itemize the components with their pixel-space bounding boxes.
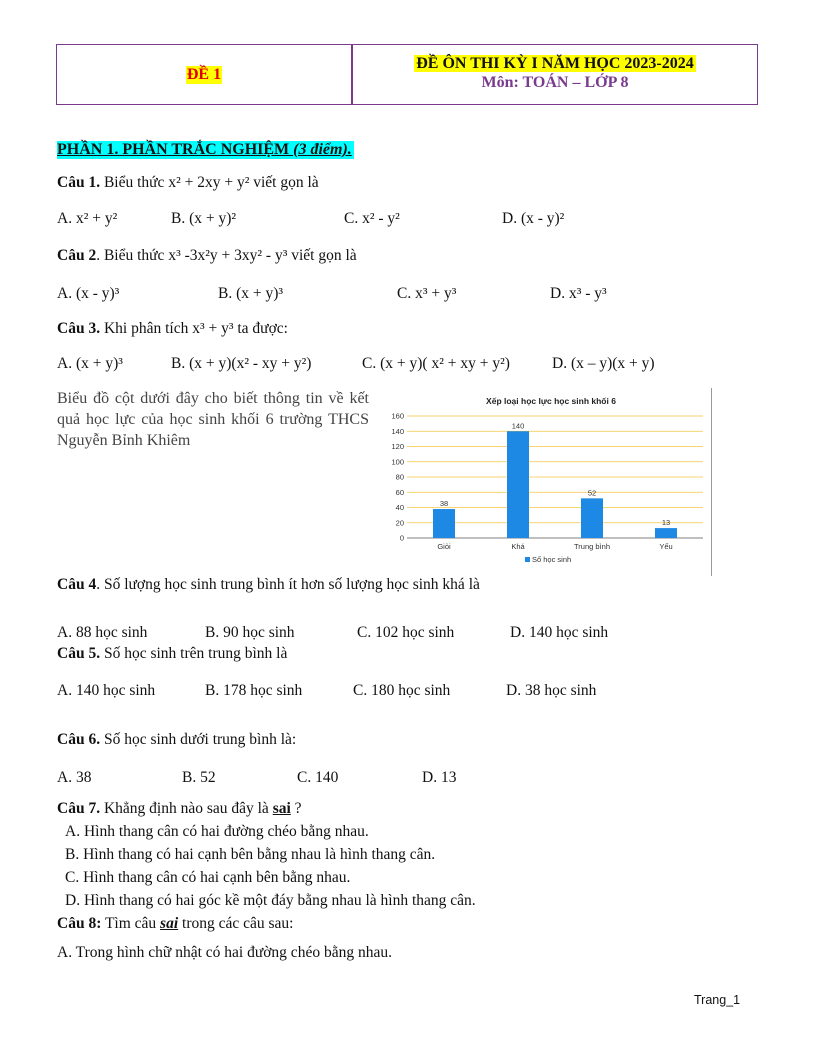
y-tick-label: 20 bbox=[395, 518, 404, 528]
y-tick-label: 80 bbox=[395, 472, 404, 482]
part1-points: (3 điểm). bbox=[293, 141, 352, 158]
q2-option-c: C. x³ + y³ bbox=[397, 285, 457, 302]
question-5-text: Số học sinh trên trung bình là bbox=[100, 645, 288, 662]
q7-option-b: B. Hình thang có hai cạnh bên bằng nhau là hình thang cân. bbox=[65, 846, 436, 863]
q5-option-b: B. 178 học sinh bbox=[205, 682, 303, 699]
x-tick-label: Trung bình bbox=[574, 542, 610, 551]
question-8-keyword: sai bbox=[160, 915, 179, 932]
q2-option-a: A. (x - y)³ bbox=[57, 285, 120, 302]
chart-title: Xếp loại học lực học sinh khối 6 bbox=[486, 396, 616, 406]
question-3-label: Câu 3. bbox=[57, 320, 101, 337]
exam-title: ĐỀ ÔN THI KỲ I NĂM HỌC 2023-2024 bbox=[416, 55, 694, 72]
y-axis-ticks bbox=[391, 412, 404, 543]
bar-Khá bbox=[507, 431, 529, 538]
question-2-text: . Biểu thức x³ -3x²y + 3xy² - y³ viết gọn là bbox=[96, 247, 357, 264]
bar-Trung bình bbox=[581, 498, 603, 538]
y-tick-label: 120 bbox=[391, 442, 404, 451]
q7-option-c: C. Hình thang cân có hai cạnh bên bằng nhau. bbox=[65, 869, 351, 886]
part1-heading bbox=[57, 141, 354, 159]
legend-label: Số học sinh bbox=[532, 555, 572, 564]
question-7-text-end: ? bbox=[290, 800, 302, 817]
x-axis-ticks bbox=[437, 542, 672, 551]
bar-Giỏi bbox=[433, 509, 455, 538]
x-tick-label: Yếu bbox=[659, 542, 673, 551]
question-8-label: Câu 8: bbox=[57, 915, 102, 932]
x-tick-label: Khá bbox=[511, 542, 525, 551]
q1-option-a: A. x² + y² bbox=[57, 210, 118, 227]
y-tick-label: 40 bbox=[395, 503, 404, 512]
q1-option-c: C. x² - y² bbox=[344, 210, 400, 227]
question-6-label: Câu 6. bbox=[57, 731, 101, 748]
exam-code: ĐỀ 1 bbox=[186, 65, 222, 83]
q5-option-a: A. 140 học sinh bbox=[57, 682, 156, 699]
question-8-text: Tìm câu bbox=[101, 915, 161, 932]
question-2 bbox=[57, 247, 357, 265]
bar-chart bbox=[385, 388, 713, 576]
question-7-keyword: sai bbox=[272, 800, 291, 817]
y-tick-label: 140 bbox=[391, 426, 404, 436]
page-number: Trang_1 bbox=[694, 993, 741, 1007]
question-1-text: Biểu thức x² + 2xy + y² viết gọn là bbox=[100, 174, 319, 191]
question-8-text-end: trong các câu sau: bbox=[178, 915, 294, 932]
q7-option-d: D. Hình thang có hai góc kề một đáy bằng nhau là hình thang cân. bbox=[65, 892, 476, 909]
q1-option-b: B. (x + y)² bbox=[171, 210, 237, 227]
q5-option-c: C. 180 học sinh bbox=[353, 682, 451, 699]
question-4-label: Câu 4 bbox=[57, 576, 97, 593]
question-6 bbox=[57, 731, 296, 749]
question-7 bbox=[57, 800, 302, 818]
header-left-cell bbox=[57, 45, 351, 104]
q6-option-d: D. 13 bbox=[422, 769, 457, 786]
y-tick-label: 160 bbox=[391, 411, 404, 421]
header-table bbox=[56, 44, 758, 105]
y-tick-label: 100 bbox=[391, 457, 404, 467]
question-1 bbox=[57, 174, 319, 192]
q2-option-d: D. x³ - y³ bbox=[550, 285, 607, 302]
data-labels bbox=[440, 421, 670, 527]
question-5-label: Câu 5. bbox=[57, 645, 101, 662]
legend-swatch bbox=[525, 557, 530, 562]
question-4 bbox=[57, 576, 480, 594]
question-4-text: . Số lượng học sinh trung bình ít hơn số lượng học sinh khá là bbox=[96, 576, 480, 593]
q3-option-b: B. (x + y)(x² - xy + y²) bbox=[171, 355, 312, 372]
data-label: 140 bbox=[511, 421, 525, 431]
bar-Yếu bbox=[655, 528, 677, 538]
chart-frame-edge bbox=[711, 388, 712, 576]
q6-option-a: A. 38 bbox=[57, 769, 92, 786]
q5-option-d: D. 38 học sinh bbox=[506, 682, 597, 699]
q7-option-a: A. Hình thang cân có hai đường chéo bằng nhau. bbox=[65, 823, 369, 840]
q3-option-a: A. (x + y)³ bbox=[57, 355, 123, 372]
q6-option-b: B. 52 bbox=[182, 769, 216, 786]
question-7-label: Câu 7. bbox=[57, 800, 101, 817]
question-2-label: Câu 2 bbox=[57, 247, 97, 264]
part1-title: PHẦN 1. PHẦN TRẮC NGHIỆM bbox=[57, 141, 294, 158]
data-label: 13 bbox=[661, 518, 671, 528]
q4-option-b: B. 90 học sinh bbox=[205, 624, 295, 641]
y-tick-label: 60 bbox=[395, 487, 404, 497]
data-label: 38 bbox=[439, 499, 449, 509]
question-7-text: Khẳng định nào sau đây là bbox=[100, 800, 273, 817]
q1-option-d: D. (x - y)² bbox=[502, 210, 565, 227]
q4-option-a: A. 88 học sinh bbox=[57, 624, 148, 641]
exam-subject: Môn: TOÁN – LỚP 8 bbox=[481, 74, 629, 91]
question-3 bbox=[57, 320, 288, 338]
question-8 bbox=[57, 915, 293, 933]
x-tick-label: Giỏi bbox=[437, 542, 451, 551]
header-right-cell bbox=[353, 55, 757, 92]
data-label: 52 bbox=[587, 488, 597, 498]
q2-option-b: B. (x + y)³ bbox=[218, 285, 284, 302]
question-3-text: Khi phân tích x³ + y³ ta được: bbox=[100, 320, 288, 337]
bars bbox=[433, 431, 677, 538]
q6-option-c: C. 140 bbox=[297, 769, 339, 786]
q4-option-c: C. 102 học sinh bbox=[357, 624, 455, 641]
q4-option-d: D. 140 học sinh bbox=[510, 624, 609, 641]
q3-option-c: C. (x + y)( x² + xy + y²) bbox=[362, 355, 510, 372]
question-5 bbox=[57, 645, 287, 663]
q3-option-d: D. (x – y)(x + y) bbox=[552, 355, 655, 372]
q8-option-a: A. Trong hình chữ nhật có hai đường chéo bằng nhau. bbox=[57, 944, 392, 961]
question-6-text: Số học sinh dưới trung bình là: bbox=[100, 731, 297, 748]
chart-legend bbox=[525, 555, 571, 564]
question-1-label: Câu 1. bbox=[57, 174, 101, 191]
chart-intro-text: Biểu đồ cột dưới đây cho biết thông tin về kết quả học lực của học sinh khối 6 trường THCS Nguyễn Bỉnh Khiêm bbox=[57, 390, 369, 449]
y-tick-label: 0 bbox=[399, 533, 404, 543]
